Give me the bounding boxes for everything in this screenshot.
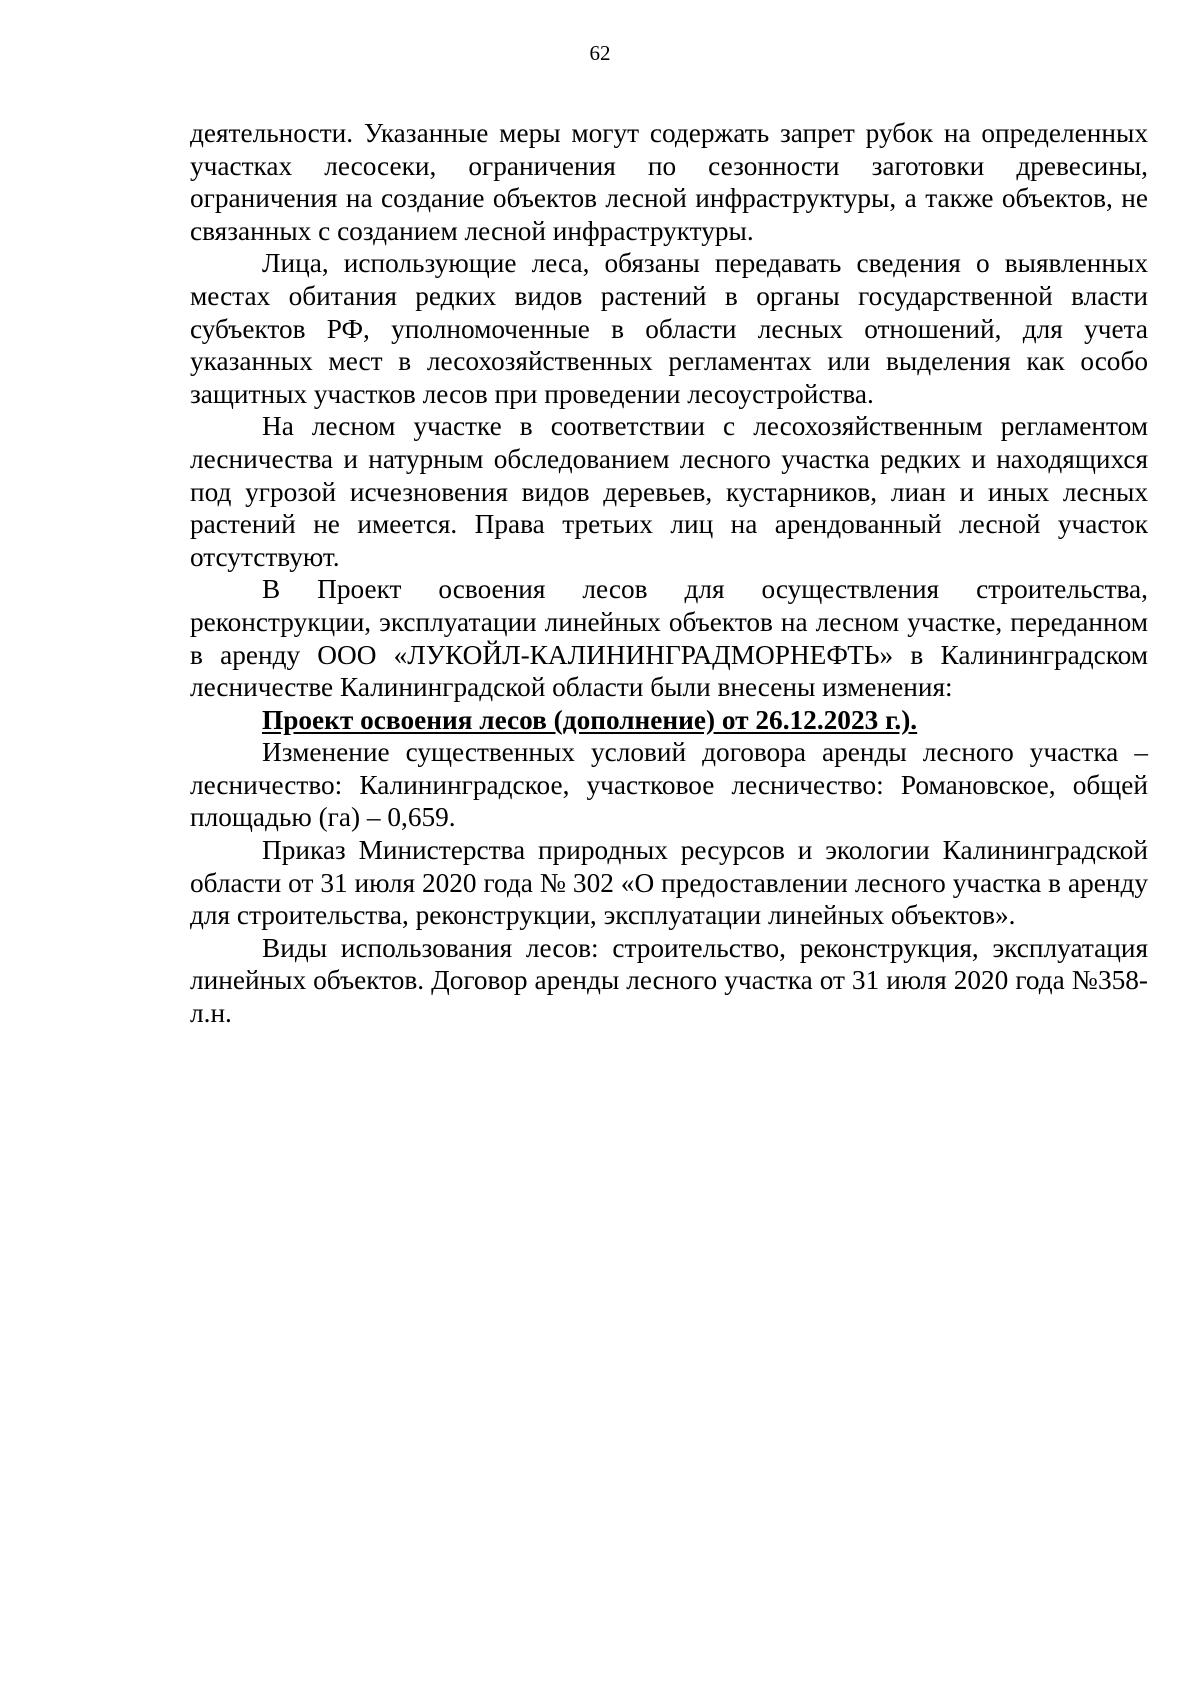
paragraph-ministry-order: Приказ Министерства природных ресурсов и экологии Калининградской области от 31 июля 2020 года № 302 «О предоставлении лесного участка в аренду для строительства, реконструкции, эксплуатации линейных объектов».: [190, 835, 1148, 931]
paragraph-lease-conditions: Изменение существенных условий договора аренды лесного участка – лесничество: Калининградское, участковое лесничество: Романовское, общей площадью (га) – 0,659.: [190, 737, 1148, 833]
document-body: [190, 117, 1148, 1030]
paragraph-forest-use-types: Виды использования лесов: строительство, реконструкция, эксплуатация линейных объектов. Договор аренды лесного участка от 31 июля 2020 года №358-л.н.: [190, 932, 1148, 1029]
paragraph-project-changes: В Проект освоения лесов для осуществления строительства, реконструкции, эксплуатации линейных объектов на лесном участке, переданном в аренду ООО «ЛУКОЙЛ-КАЛИНИНГРАДМОРНЕФТЬ» в Калининградском лесничестве Калининградской области были внесены изменения:: [190, 574, 1148, 703]
paragraph-continuation: деятельности. Указанные меры могут содержать запрет рубок на определенных участках лесосеки, ограничения по сезонности заготовки древесины, ограничения на создание объектов лесной инфраструктуры, а также объектов, не связанных с созданием лесной инфраструктуры.: [190, 118, 1148, 246]
paragraph-rare-species-reporting: Лица, использующие леса, обязаны передавать сведения о выявленных местах обитания редких видов растений в органы государственной власти субъектов РФ, уполномоченные в области лесных отношений, для учета указанных мест в лесохозяйственных регламентах или выделения как особо защитных участков лесов при проведении лесоустройства.: [190, 248, 1148, 409]
paragraph-rare-species-absence: На лесном участке в соответствии с лесохозяйственным регламентом лесничества и натурным обследованием лесного участка редких и находящихся под угрозой исчезновения видов деревьев, кустарников, лиан и иных лесных растений не имеется. Права третьих лиц на арендованный лесной участок отсутствуют.: [190, 411, 1148, 572]
page-number: 62: [589, 41, 611, 65]
section-heading-project-addendum: Проект освоения лесов (дополнение) от 26.12.2023 г.).: [262, 704, 918, 735]
